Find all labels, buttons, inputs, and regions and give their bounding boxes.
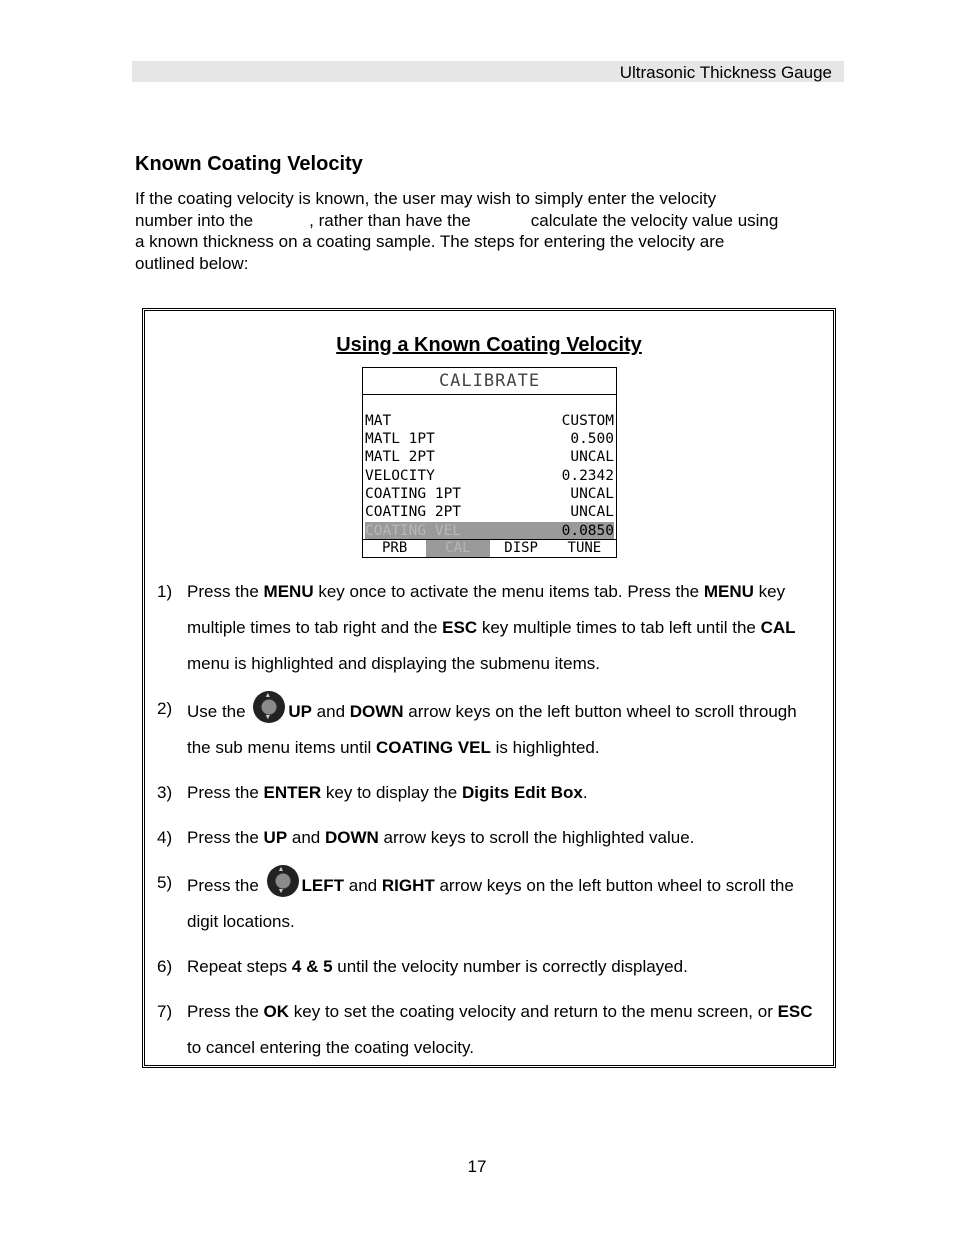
procedure-title: Using a Known Coating Velocity xyxy=(336,334,642,356)
intro-paragraph: If the coating velocity is known, the user may wish to simply enter the velocity number into the , rather than have the calculate the velocity value using a known thickness on a coating sample. The steps for entering the velocity are outlined below: xyxy=(135,189,779,273)
step-7: 7) Press the OK key to set the coating velocity and return to the menu screen, or ESC to cancel entering the coating velocity. xyxy=(157,1002,813,1057)
step-2: 2) Use the ▲ ▼UP and DOWN arrow keys on the left button wheel to scroll through the sub menu items until COATING VEL is highlighted. xyxy=(157,691,817,766)
step-6: 6) Repeat steps 4 & 5 until the velocity number is correctly displayed. xyxy=(157,957,688,976)
tab-prb: PRB xyxy=(381,540,408,556)
running-header xyxy=(132,61,844,82)
step-1: 1) Press the MENU key once to activate the menu items tab. Press the MENU key multiple times to tab right and the ESC key multiple times to tab left until the CAL menu is highlighted and displaying the submenu items. xyxy=(157,582,796,673)
menu-row-velocity: VELOCITY 0.2342 xyxy=(365,468,614,484)
section-title: Known Coating Velocity xyxy=(135,153,363,175)
procedure-box xyxy=(142,308,836,1068)
menu-row-coating-vel: COATING VEL 0.0850 xyxy=(365,523,614,539)
menu-row-coating-1pt: COATING 1PT UNCAL xyxy=(365,486,614,502)
step-3: 3) Press the ENTER key to display the Digits Edit Box. xyxy=(157,783,588,802)
tab-disp: DISP xyxy=(504,540,538,556)
steps-list xyxy=(157,574,817,1075)
menu-tabs xyxy=(363,539,616,557)
screen-title: CALIBRATE xyxy=(363,371,616,395)
button-wheel-icon xyxy=(267,865,299,897)
step-5: 5) Press the ▲ ▼LEFT and RIGHT arrow keys on the left button wheel to scroll the digit locations. xyxy=(157,865,817,940)
step-4: 4) Press the UP and DOWN arrow keys to scroll the highlighted value. xyxy=(157,828,695,847)
menu-row-coating-2pt: COATING 2PT UNCAL xyxy=(365,504,614,520)
calibrate-screen xyxy=(362,367,617,558)
menu-row-matl-1pt: MATL 1PT 0.500 xyxy=(365,431,614,447)
menu-row-mat: MAT CUSTOM xyxy=(365,413,614,429)
button-wheel-icon xyxy=(253,691,285,723)
tab-cal: CAL xyxy=(426,540,489,557)
page-number: 17 xyxy=(467,1157,487,1176)
header-title: Ultrasonic Thickness Gauge xyxy=(619,63,832,82)
menu-row-matl-2pt: MATL 2PT UNCAL xyxy=(365,449,614,465)
tab-tune: TUNE xyxy=(567,540,602,556)
